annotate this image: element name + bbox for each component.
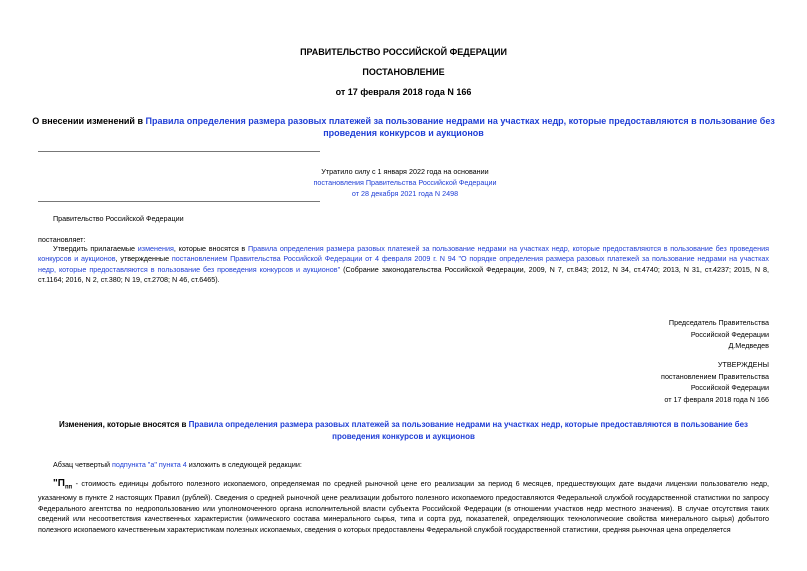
document-title bbox=[30, 115, 777, 139]
amendment-instruction bbox=[53, 460, 302, 470]
government-heading: ПРАВИТЕЛЬСТВО РОССИЙСКОЙ ФЕДЕРАЦИИ bbox=[300, 47, 507, 57]
status-decree-date-link[interactable]: от 28 декабря 2021 года N 2498 bbox=[351, 189, 459, 198]
government-subject: Правительство Российской Федерации bbox=[53, 214, 184, 223]
amendment-text-1: Абзац четвертый bbox=[53, 460, 112, 469]
formula-symbol: "П bbox=[53, 478, 65, 489]
approved-block bbox=[480, 359, 769, 405]
paragraph-text-1: Утвердить прилагаемые bbox=[53, 244, 138, 253]
status-decree-link[interactable]: постановления Правительства Российской Федерации bbox=[313, 178, 497, 187]
formula-paragraph bbox=[38, 479, 769, 535]
changes-title bbox=[40, 419, 767, 442]
amendment-text-2: изложить в следующей редакции: bbox=[186, 460, 302, 469]
divider-bottom bbox=[38, 201, 320, 202]
signature-block bbox=[480, 317, 769, 352]
rules-link[interactable]: Правила определения размера разовых платежей за пользование недрами на участках недр, которые предоставляются в пользование без проведения конкурсов и аукционов bbox=[38, 244, 769, 264]
approved-date: от 17 февраля 2018 года N 166 bbox=[664, 394, 769, 404]
signature-position: Председатель Правительства bbox=[668, 318, 769, 327]
formula-subscript: пп bbox=[64, 484, 73, 491]
approved-label: УТВЕРЖДЕНЫ bbox=[717, 360, 769, 369]
decides-label: постановляет: bbox=[38, 235, 86, 244]
divider-top bbox=[38, 151, 320, 152]
formula-description: - стоимость единицы добытого полезного ископаемого, определяемая по средней рыночной цене его реализации за период 6 месяцев, предшествующих дате выдачи лицензии пользователю недр, указанному в пункте 2 настоящих Правил (рублей). Сведения о средней рыночной цене реализации добытого полезного ископаемого предоставляются Федеральной службой государственной статистики по запросу Федерального агентства по недропользованию или уполномоченного органа исполнительной власти субъекта Российской Федерации (в отношении участков недр местного значения). В случае отсутствия таких сведений или несоответствия качественных характеристик (химического состава минерального сырья, типа и сорта руд, показателей, определяющих технологические свойства минерального сырья) добытого полезного ископаемого качественным характеристикам полезных ископаемых, сведения о которых предоставлены Федеральной службой государственной статистики, средняя рыночная цена определяется bbox=[38, 479, 769, 534]
document-date: от 17 февраля 2018 года N 166 bbox=[335, 87, 472, 97]
changes-title-rules-link[interactable]: Правила определения размера разовых платежей за пользование недрами на участках недр, которые предоставляются в пользование без проведения конкурсов и аукционов bbox=[188, 420, 749, 441]
title-rules-link[interactable]: Правила определения размера разовых платежей за пользование недрами на участках недр, которые предоставляются в пользование без проведения конкурсов и аукционов bbox=[145, 116, 775, 138]
subparagraph-link[interactable]: подпункта "а" пункта 4 bbox=[112, 460, 187, 469]
signature-name: Д.Медведев bbox=[728, 341, 769, 350]
title-prefix: О внесении изменений в bbox=[32, 116, 146, 126]
changes-link[interactable]: изменения bbox=[137, 244, 174, 253]
paragraph-text-4: (Собрание законодательства Российской Федерации, 2009, N 7, ст.843; 2012, N 34, ст.4740; 2013, N 31, ст.4237; 2015, N 8, ст.1164; 2016, N 2, ст.380; N 19, ст.2708; N 46, ст.6465). bbox=[38, 264, 769, 285]
decree-94-link[interactable]: постановлением Правительства Российской Федерации от 4 февраля 2009 г. N 94 "О порядке определения размера разовых платежей за пользование недрами на участках недр, которые предоставляются в пользование без проведения конкурсов и аукционов" bbox=[38, 254, 769, 274]
status-line-1: Утратило силу с 1 января 2022 года на основании bbox=[321, 167, 489, 176]
document-type: ПОСТАНОВЛЕНИЕ bbox=[362, 67, 445, 77]
changes-title-prefix: Изменения, которые вносятся в bbox=[58, 420, 189, 429]
status-note bbox=[240, 166, 570, 199]
paragraph-text-2: , которые вносятся в bbox=[173, 244, 248, 253]
paragraph-text-3: , утвержденные bbox=[115, 254, 172, 264]
main-paragraph bbox=[38, 244, 769, 286]
signature-country: Российской Федерации bbox=[690, 329, 769, 339]
approved-country: Российской Федерации bbox=[690, 383, 769, 392]
approved-by: постановлением Правительства bbox=[661, 371, 769, 381]
